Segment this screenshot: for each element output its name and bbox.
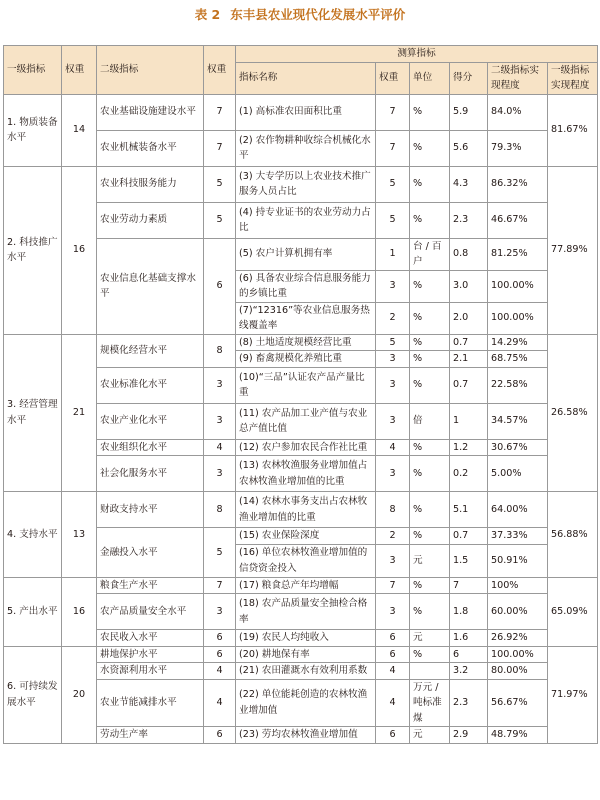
indicator-unit: % [410,302,450,334]
indicator-weight: 3 [376,456,410,492]
level1-achievement: 56.88% [548,492,598,578]
level2-achievement: 48.79% [488,727,548,744]
header-l1: 一级指标 [4,46,62,95]
level2-name: 农业科技服务能力 [97,166,204,202]
level1-name: 3. 经营管理水平 [4,334,62,492]
indicator-weight: 1 [376,238,410,270]
level2-name: 农业机械装备水平 [97,130,204,166]
level2-name: 粮食生产水平 [97,577,204,594]
level2-achievement: 80.00% [488,663,548,680]
table-row [4,94,598,130]
indicator-name: (17) 粮食总产年均增幅 [236,577,376,594]
level2-weight: 6 [204,238,236,334]
indicator-name: (15) 农业保险深度 [236,528,376,545]
level2-weight: 7 [204,577,236,594]
level2-achievement: 100% [488,577,548,594]
header-row-1 [4,46,598,63]
indicator-score: 5.1 [450,492,488,528]
indicator-unit: % [410,270,450,302]
indicator-score: 3.0 [450,270,488,302]
level2-name: 农业标准化水平 [97,367,204,403]
indicator-name: (7)“12316”等农业信息服务热线覆盖率 [236,302,376,334]
indicator-weight: 7 [376,130,410,166]
level2-achievement: 37.33% [488,528,548,545]
indicator-score: 1.6 [450,630,488,647]
indicator-weight: 3 [376,594,410,630]
level2-achievement: 5.00% [488,456,548,492]
level2-achievement: 60.00% [488,594,548,630]
indicator-unit: 万元 / 吨标准煤 [410,679,450,727]
header-w1: 权重 [62,46,97,95]
indicator-name: (21) 农田灌溉水有效利用系数 [236,663,376,680]
indicator-unit: % [410,166,450,202]
level2-weight: 6 [204,646,236,663]
table-title [0,4,600,26]
indicator-score: 1.8 [450,594,488,630]
level2-weight: 3 [204,456,236,492]
indicator-name: (18) 农产品质量安全抽检合格率 [236,594,376,630]
level2-achievement: 46.67% [488,202,548,238]
indicator-weight: 4 [376,439,410,456]
level2-achievement: 56.67% [488,679,548,727]
indicator-score: 4.3 [450,166,488,202]
indicator-score: 0.7 [450,528,488,545]
header-unit: 单位 [410,62,450,94]
indicator-name: (14) 农林水事务支出占农林牧渔业增加值的比重 [236,492,376,528]
indicator-name: (22) 单位能耗创造的农林牧渔业增加值 [236,679,376,727]
header-calc: 测算指标 [236,46,598,63]
indicator-unit: % [410,130,450,166]
level2-achievement: 100.00% [488,270,548,302]
indicator-weight: 2 [376,302,410,334]
header-name: 指标名称 [236,62,376,94]
level2-achievement: 14.29% [488,334,548,351]
header-w2: 权重 [204,46,236,95]
level2-weight: 4 [204,439,236,456]
indicator-name: (4) 持专业证书的农业劳动力占比 [236,202,376,238]
indicator-score: 0.2 [450,456,488,492]
indicator-name: (3) 大专学历以上农业技术推广服务人员占比 [236,166,376,202]
indicator-weight: 5 [376,202,410,238]
level1-weight: 20 [62,646,97,743]
level2-name: 农业劳动力素质 [97,202,204,238]
header-l2: 二级指标 [97,46,204,95]
level1-name: 1. 物质装备水平 [4,94,62,166]
indicator-name: (2) 农作物耕种收综合机械化水平 [236,130,376,166]
indicator-unit: 元 [410,544,450,577]
level2-achievement: 81.25% [488,238,548,270]
table-row [4,334,598,351]
level1-name: 6. 可持续发展水平 [4,646,62,743]
indicator-weight: 3 [376,403,410,439]
indicator-name: (1) 高标准农田面积比重 [236,94,376,130]
indicator-score: 0.8 [450,238,488,270]
indicator-name: (12) 农户参加农民合作社比重 [236,439,376,456]
indicator-score: 0.7 [450,334,488,351]
indicator-name: (10)“三品”认证农产品产量比重 [236,367,376,403]
level2-weight: 6 [204,727,236,744]
indicator-unit: % [410,351,450,368]
level2-weight: 5 [204,202,236,238]
indicator-unit: % [410,646,450,663]
indicator-unit: % [410,594,450,630]
header-w3: 权重 [376,62,410,94]
level2-name: 农业信息化基础支撑水平 [97,238,204,334]
level2-weight: 6 [204,630,236,647]
level2-achievement: 84.0% [488,94,548,130]
indicator-score: 2.3 [450,679,488,727]
indicator-score: 6 [450,646,488,663]
level2-achievement: 79.3% [488,130,548,166]
indicator-score: 1.5 [450,544,488,577]
table-row [4,492,598,528]
level1-name: 4. 支持水平 [4,492,62,578]
indicator-name: (13) 农林牧渔服务业增加值占农林牧渔业增加值的比重 [236,456,376,492]
indicator-score: 5.9 [450,94,488,130]
indicator-unit: % [410,334,450,351]
indicator-weight: 5 [376,166,410,202]
indicator-unit: 元 [410,630,450,647]
indicator-unit: % [410,492,450,528]
indicator-weight: 3 [376,270,410,302]
level2-name: 农业基础设施建设水平 [97,94,204,130]
indicator-name: (11) 农产品加工业产值与农业总产值比值 [236,403,376,439]
indicator-weight: 5 [376,334,410,351]
indicator-weight: 6 [376,646,410,663]
indicator-name: (16) 单位农林牧渔业增加值的信贷资金投入 [236,544,376,577]
level2-name: 耕地保护水平 [97,646,204,663]
level2-name: 农业节能减排水平 [97,679,204,727]
indicator-weight: 2 [376,528,410,545]
level1-achievement: 71.97% [548,646,598,743]
level2-weight: 3 [204,403,236,439]
level1-weight: 14 [62,94,97,166]
level2-name: 水资源利用水平 [97,663,204,680]
indicator-unit: 台 / 百户 [410,238,450,270]
level1-name: 2. 科技推广水平 [4,166,62,334]
level1-achievement: 65.09% [548,577,598,646]
level2-weight: 4 [204,679,236,727]
level1-achievement: 26.58% [548,334,598,492]
indicator-score: 7 [450,577,488,594]
header-l2level: 二级指标实现程度 [488,62,548,94]
indicator-name: (19) 农民人均纯收入 [236,630,376,647]
indicator-unit: % [410,528,450,545]
table-number: 表 2 [194,7,221,22]
level1-weight: 16 [62,577,97,646]
indicator-unit: % [410,439,450,456]
indicator-name: (9) 畜禽规模化养殖比重 [236,351,376,368]
level2-name: 社会化服务水平 [97,456,204,492]
header-l1level: 一级指标实现程度 [548,62,598,94]
indicator-weight: 7 [376,577,410,594]
indicator-score: 2.9 [450,727,488,744]
level2-weight: 8 [204,334,236,367]
indicator-score: 0.7 [450,367,488,403]
indicator-name: (5) 农户计算机拥有率 [236,238,376,270]
level2-weight: 5 [204,166,236,202]
indicator-score: 5.6 [450,130,488,166]
level2-achievement: 68.75% [488,351,548,368]
indicator-score: 1 [450,403,488,439]
indicator-score: 3.2 [450,663,488,680]
indicator-weight: 7 [376,94,410,130]
level2-name: 农业产业化水平 [97,403,204,439]
level1-achievement: 81.67% [548,94,598,166]
level2-weight: 5 [204,528,236,578]
indicator-weight: 3 [376,544,410,577]
level2-name: 农产品质量安全水平 [97,594,204,630]
indicator-unit: 元 [410,727,450,744]
indicator-weight: 8 [376,492,410,528]
level1-weight: 16 [62,166,97,334]
level2-name: 劳动生产率 [97,727,204,744]
level2-name: 金融投入水平 [97,528,204,578]
indicator-unit: % [410,456,450,492]
table-caption: 东丰县农业现代化发展水平评价 [230,7,406,22]
level2-achievement: 34.57% [488,403,548,439]
indicator-weight: 3 [376,351,410,368]
table-row [4,646,598,663]
level1-name: 5. 产出水平 [4,577,62,646]
indicator-score: 2.3 [450,202,488,238]
level2-weight: 3 [204,594,236,630]
indicator-score: 2.1 [450,351,488,368]
level2-achievement: 22.58% [488,367,548,403]
level2-name: 财政支持水平 [97,492,204,528]
indicator-weight: 6 [376,630,410,647]
level1-weight: 13 [62,492,97,578]
level1-achievement: 77.89% [548,166,598,334]
indicator-unit: 倍 [410,403,450,439]
indicator-name: (23) 劳均农林牧渔业增加值 [236,727,376,744]
indicator-unit: % [410,367,450,403]
level2-weight: 4 [204,663,236,680]
table-row [4,166,598,202]
evaluation-table [3,45,598,744]
level2-name: 农民收入水平 [97,630,204,647]
indicator-weight: 4 [376,679,410,727]
level2-weight: 3 [204,367,236,403]
indicator-score: 2.0 [450,302,488,334]
level2-weight: 7 [204,94,236,130]
level2-achievement: 30.67% [488,439,548,456]
level2-achievement: 26.92% [488,630,548,647]
level2-name: 农业组织化水平 [97,439,204,456]
level2-achievement: 100.00% [488,646,548,663]
indicator-unit [410,663,450,680]
level2-achievement: 86.32% [488,166,548,202]
indicator-unit: % [410,577,450,594]
table-row [4,577,598,594]
level1-weight: 21 [62,334,97,492]
indicator-weight: 3 [376,367,410,403]
level2-weight: 7 [204,130,236,166]
level2-weight: 8 [204,492,236,528]
level2-achievement: 64.00% [488,492,548,528]
indicator-score: 1.2 [450,439,488,456]
indicator-name: (20) 耕地保有率 [236,646,376,663]
indicator-unit: % [410,94,450,130]
indicator-name: (6) 具备农业综合信息服务能力的乡镇比重 [236,270,376,302]
level2-name: 规模化经营水平 [97,334,204,367]
indicator-weight: 6 [376,727,410,744]
header-score: 得分 [450,62,488,94]
level2-achievement: 100.00% [488,302,548,334]
indicator-weight: 4 [376,663,410,680]
indicator-name: (8) 土地适度规模经营比重 [236,334,376,351]
level2-achievement: 50.91% [488,544,548,577]
indicator-unit: % [410,202,450,238]
